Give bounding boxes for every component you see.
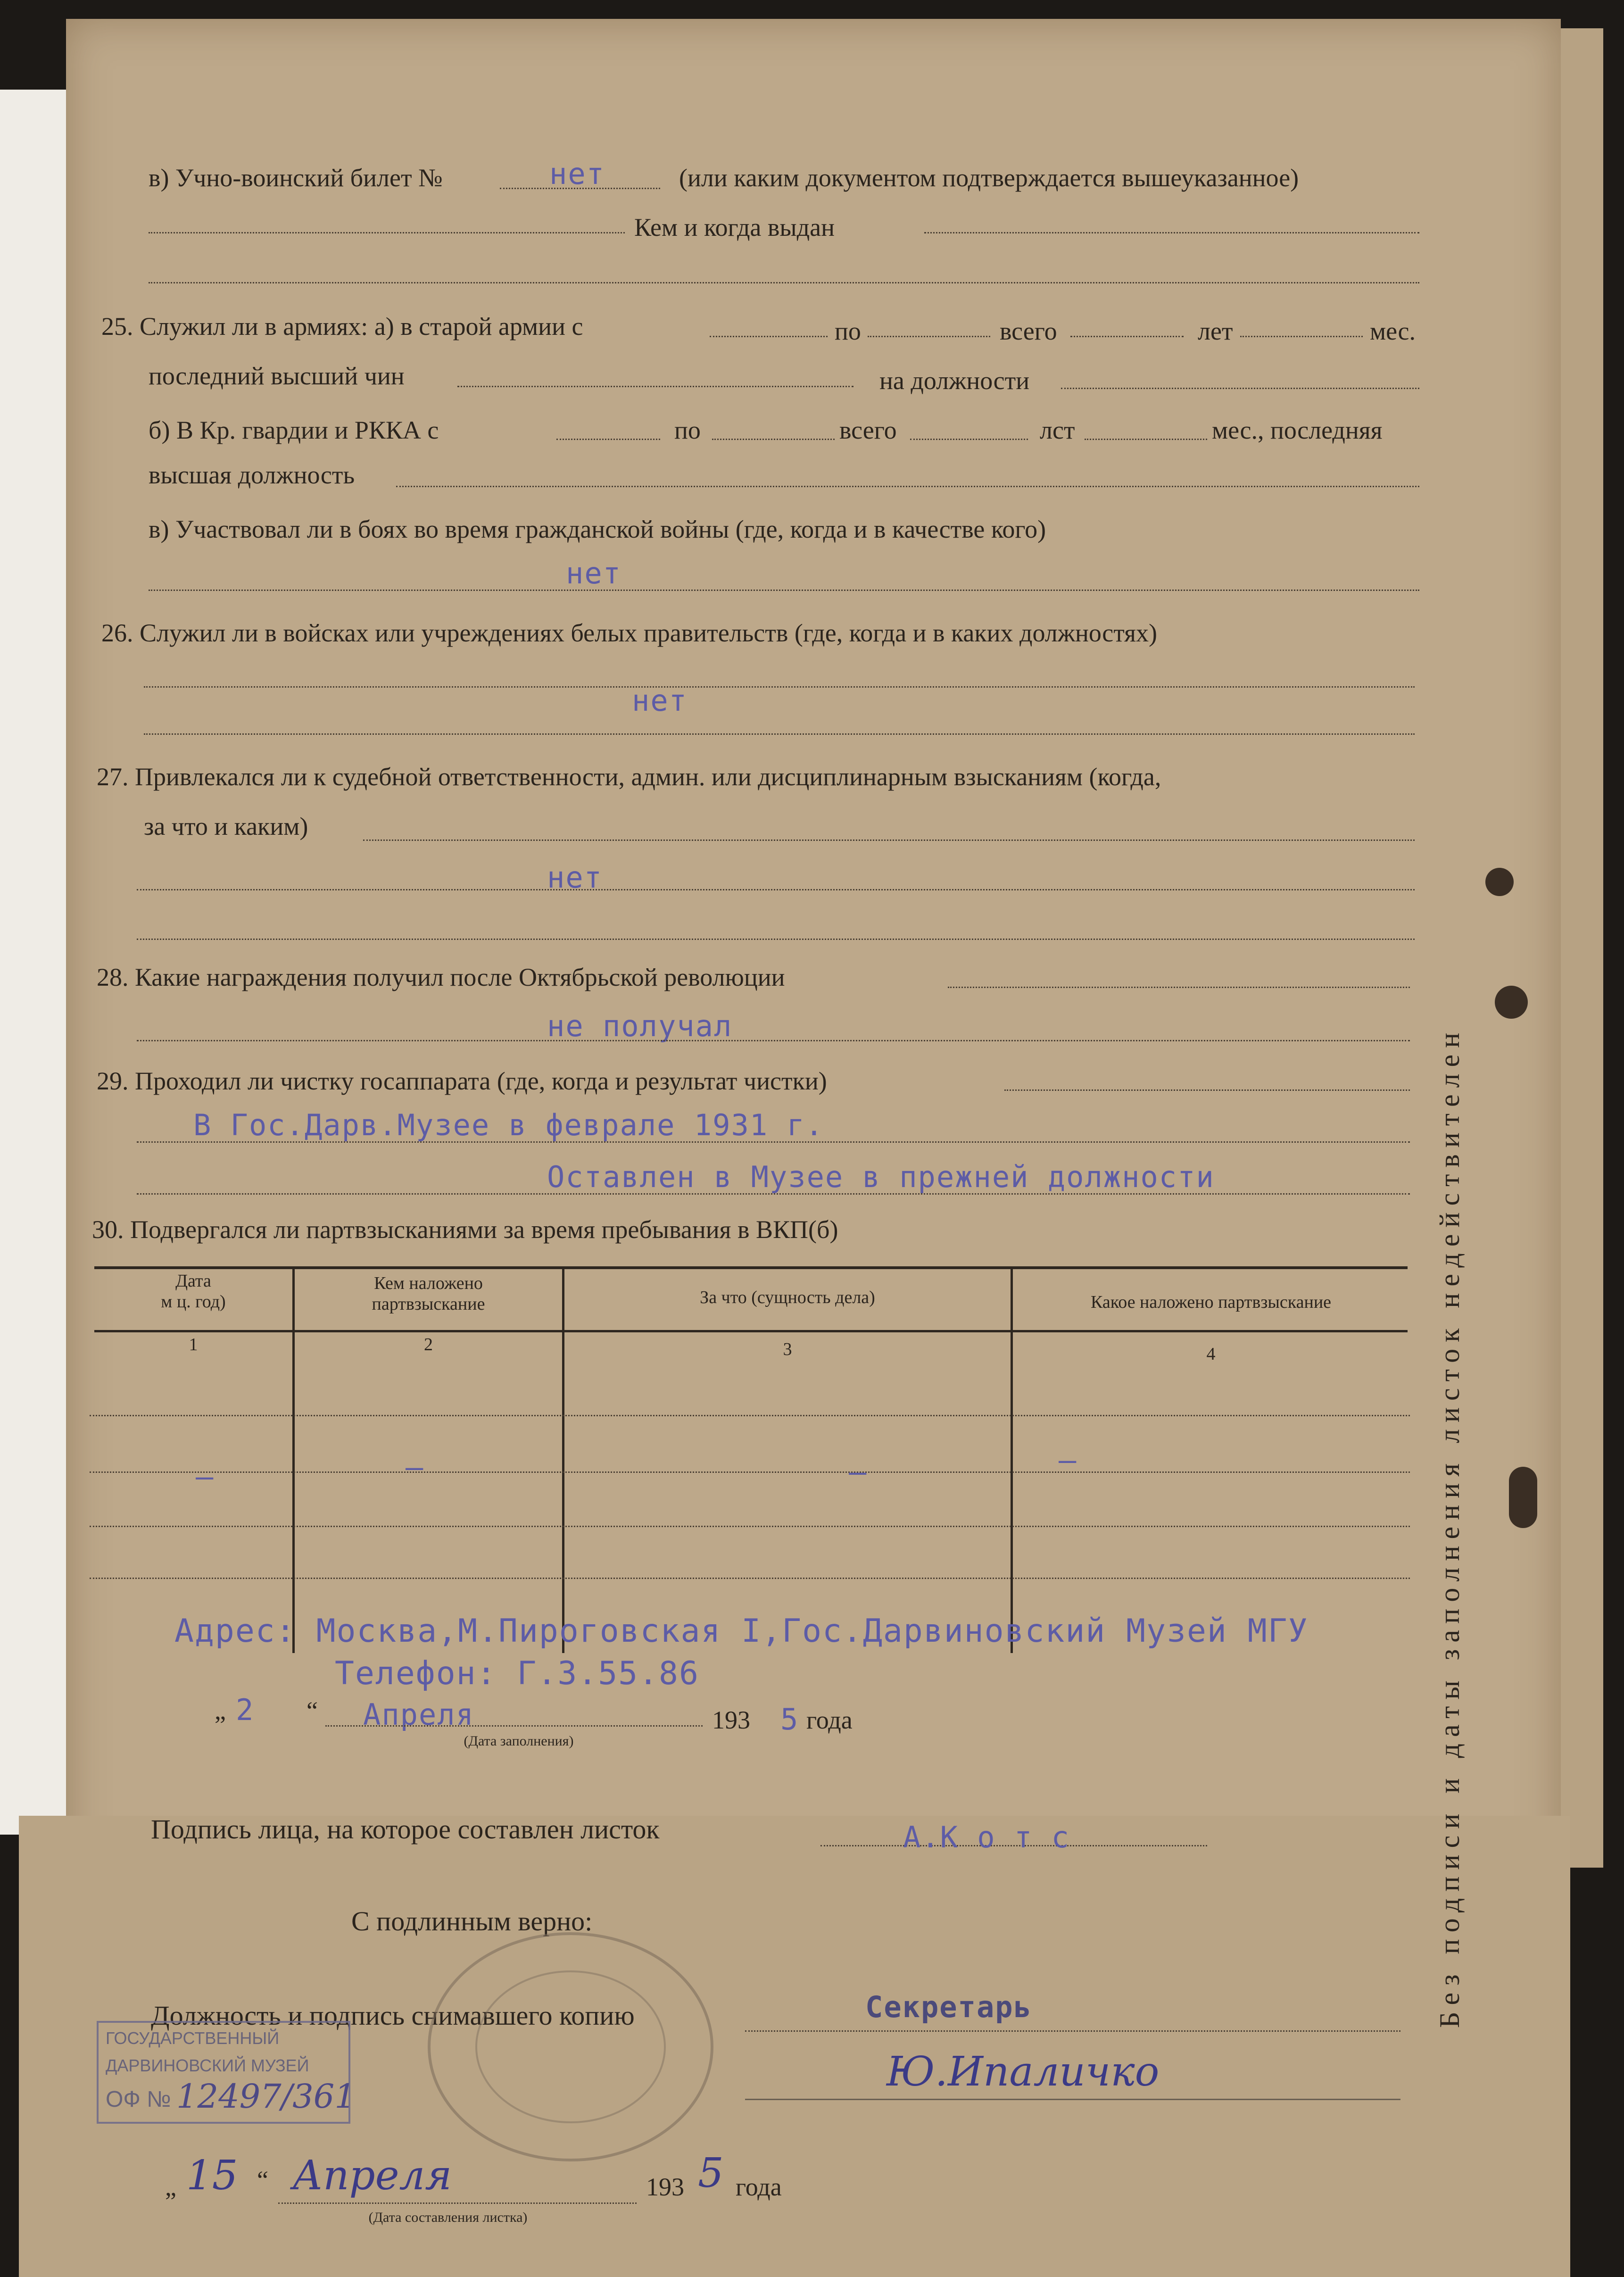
q25b-label: б) В Кр. гвардии и РККА с	[149, 416, 439, 444]
q30-label: 30. Подвергался ли партвзысканиями за время пребывания в ВКП(б)	[92, 1215, 838, 1244]
fill-date-close-quote: “	[307, 1696, 318, 1725]
fill-date-day: 2	[236, 1693, 255, 1727]
table-row-line	[90, 1471, 1410, 1473]
col-date-header	[94, 1271, 292, 1312]
punch-hole	[1495, 986, 1528, 1019]
q27-value: нет	[547, 860, 603, 895]
list-date-month-line	[278, 2202, 637, 2204]
list-date-year-prefix: 193	[646, 2173, 684, 2201]
table-row-line	[90, 1526, 1410, 1527]
address-line-2: Телефон: Г.3.55.86	[335, 1655, 699, 1692]
q29-value-2: Оставлен в Музее в прежней должности	[547, 1160, 1215, 1194]
copy-signature: Ю.Ипаличко	[887, 2048, 1160, 2095]
table-col-divider	[1011, 1266, 1013, 1653]
list-date-close-quote: “	[257, 2166, 268, 2194]
col-date-line2: м​ ц. год)	[161, 1291, 226, 1312]
q25v-value: нет	[566, 556, 621, 590]
table-dash: —	[849, 1454, 868, 1489]
copy-signer-position: Секретарь	[865, 1990, 1032, 2024]
punch-hole	[1485, 868, 1514, 896]
q25v-line	[149, 590, 1419, 591]
issued-line-left	[149, 232, 625, 233]
q25-from-line	[710, 336, 828, 337]
q29-line-1	[1004, 1089, 1410, 1091]
q25-title: 25. Служил ли в армиях: а) в старой армии с	[101, 312, 583, 341]
q29-label: 29. Проходил ли чистку госаппарата (где, когда и результат чистки)	[97, 1067, 827, 1095]
col-by-whom-header	[295, 1273, 562, 1314]
q27-label-1: 27. Привлекался ли к судебной ответственности, админ. или дисциплинарным взысканиям (когда,	[97, 763, 1161, 791]
q29-value-1: В Гос.Дарв.Музее в феврале 1931 г.	[193, 1108, 824, 1142]
military-ticket-hint: (или каким документом подтверждается вышеуказанное)	[679, 164, 1299, 192]
fill-date-year-digit: 5	[780, 1702, 799, 1737]
col-number: 3	[783, 1339, 792, 1359]
q26-value: нет	[632, 683, 688, 718]
table-col-divider	[292, 1266, 295, 1653]
table-dash: —	[406, 1450, 424, 1484]
address-line-1: Адрес: Москва,М.Пироговская I,Гос.Дарвиновский Музей МГУ	[174, 1612, 1309, 1650]
col-sanction-header: Какое наложено партвзыскание	[1090, 1292, 1332, 1312]
fill-date-month: Апреля	[363, 1697, 474, 1732]
col-number: 2	[424, 1335, 433, 1355]
q29-line-3	[137, 1193, 1410, 1195]
q28-line-1	[948, 987, 1410, 988]
margin-warning: Без подписи и даты заполнения листок недействителен	[1434, 1026, 1465, 2028]
signature-label: Подпись лица, на которое составлен листок	[151, 1814, 660, 1845]
q25-po: по	[835, 317, 861, 345]
table-row-line	[90, 1415, 1410, 1416]
fill-date-suffix: года	[806, 1706, 853, 1734]
col-number: 1	[189, 1335, 198, 1355]
q25-rank-label: последний высший чин	[149, 362, 405, 390]
issued-line-right	[924, 232, 1419, 233]
q25-to-line	[868, 336, 990, 337]
q25-years-line	[1240, 336, 1363, 337]
q25-mes: мес.	[1370, 317, 1416, 345]
q25-post-label: на должности	[879, 366, 1030, 395]
museum-stamp-line3: ОФ №	[106, 2087, 171, 2112]
col-date-line1: Дата	[175, 1271, 211, 1291]
q25b-vsego: всего	[839, 416, 897, 444]
table-header-rule	[94, 1330, 1408, 1332]
museum-stamp	[97, 2021, 356, 2124]
list-date-month: Апреля	[292, 2152, 452, 2199]
q25-post-line	[1061, 388, 1419, 389]
col-reason-header: За что (сущность дела)	[700, 1288, 875, 1307]
q28-line-2	[137, 1040, 1410, 1041]
signature-value: А.К о т с	[903, 1820, 1070, 1854]
fill-date-open-quote: „	[215, 1696, 226, 1725]
q25b-total-line	[910, 439, 1028, 440]
q25b-from-line	[556, 439, 660, 440]
q28-value: не получал	[547, 1009, 733, 1043]
q25b-post-line	[396, 486, 1419, 487]
q26-label: 26. Служил ли в войсках или учреждениях белых правительств (где, когда и в каких должностях)	[101, 619, 1157, 647]
copy-signer-label: Должность и подпись снимавшего копию	[151, 2000, 635, 2031]
issued-label: Кем и когда выдан	[634, 213, 835, 241]
q27-line-2	[137, 889, 1415, 890]
verified-label: С подлинным верно:	[351, 1906, 593, 1936]
list-date-suffix: года	[736, 2173, 782, 2201]
list-date-day: 15	[186, 2152, 238, 2199]
museum-stamp-line2: ДАРВИНОВСКИЙ МУЗЕЙ	[106, 2056, 309, 2075]
q28-label: 28. Какие награждения получил после Октябрьской революции	[97, 963, 785, 991]
round-seal-icon	[420, 1924, 721, 2169]
q27-line-3	[137, 939, 1415, 940]
military-ticket-label: в) Уч​​но-воинский билет №	[149, 164, 443, 192]
museum-stamp-line1: ГОСУДАРСТВЕННЫЙ	[106, 2028, 280, 2048]
table-dash: —	[1059, 1443, 1077, 1477]
q25b-to-line	[712, 439, 835, 440]
q26-line-1	[144, 686, 1415, 688]
table-col-divider	[562, 1266, 564, 1653]
q25v-label: в) Участвовал ли в боях во время гражданской войны (где, когда и в качестве кого)	[149, 515, 1046, 543]
q25b-mes: мес., последняя	[1212, 416, 1383, 444]
q25-total-line	[1070, 336, 1184, 337]
list-date-year-digit: 5	[698, 2150, 724, 2197]
fill-date-month-line	[325, 1725, 703, 1727]
copy-signer-line	[745, 2030, 1400, 2032]
q25-let: лет	[1198, 317, 1233, 345]
q25-rank-line	[457, 386, 853, 387]
col-by-whom-line1: Кем наложено	[374, 1273, 483, 1293]
fill-date-year-prefix: 193	[712, 1706, 750, 1734]
q27-line-1	[363, 839, 1415, 841]
military-ticket-value: нет	[549, 157, 605, 191]
museum-stamp-number: 12497/361	[176, 2077, 356, 2116]
q26-line-2	[144, 733, 1415, 735]
copy-signature-line	[745, 2099, 1400, 2100]
q25b-po: по	[674, 416, 701, 444]
col-by-whom-line2: партвзыскание	[372, 1294, 485, 1314]
blank-line	[149, 282, 1419, 283]
q25b-years-line	[1085, 439, 1207, 440]
punch-hole	[1509, 1467, 1537, 1528]
list-date-open-quote: „	[165, 2173, 176, 2201]
table-row-line	[90, 1578, 1410, 1579]
table-dash: —	[196, 1459, 215, 1494]
col-number: 4	[1206, 1344, 1216, 1364]
q25b-let: лст	[1040, 416, 1075, 444]
q25b-post-label: высшая должность	[149, 461, 355, 489]
table-top-rule	[94, 1266, 1408, 1269]
q27-label-2: за что и каким)	[144, 812, 308, 840]
q25-vsego: всего	[1000, 317, 1057, 345]
list-date-caption: (Дата составления листка)	[368, 2210, 528, 2225]
fill-date-caption: (Дата заполнения)	[464, 1733, 574, 1749]
q29-line-2	[137, 1141, 1410, 1143]
